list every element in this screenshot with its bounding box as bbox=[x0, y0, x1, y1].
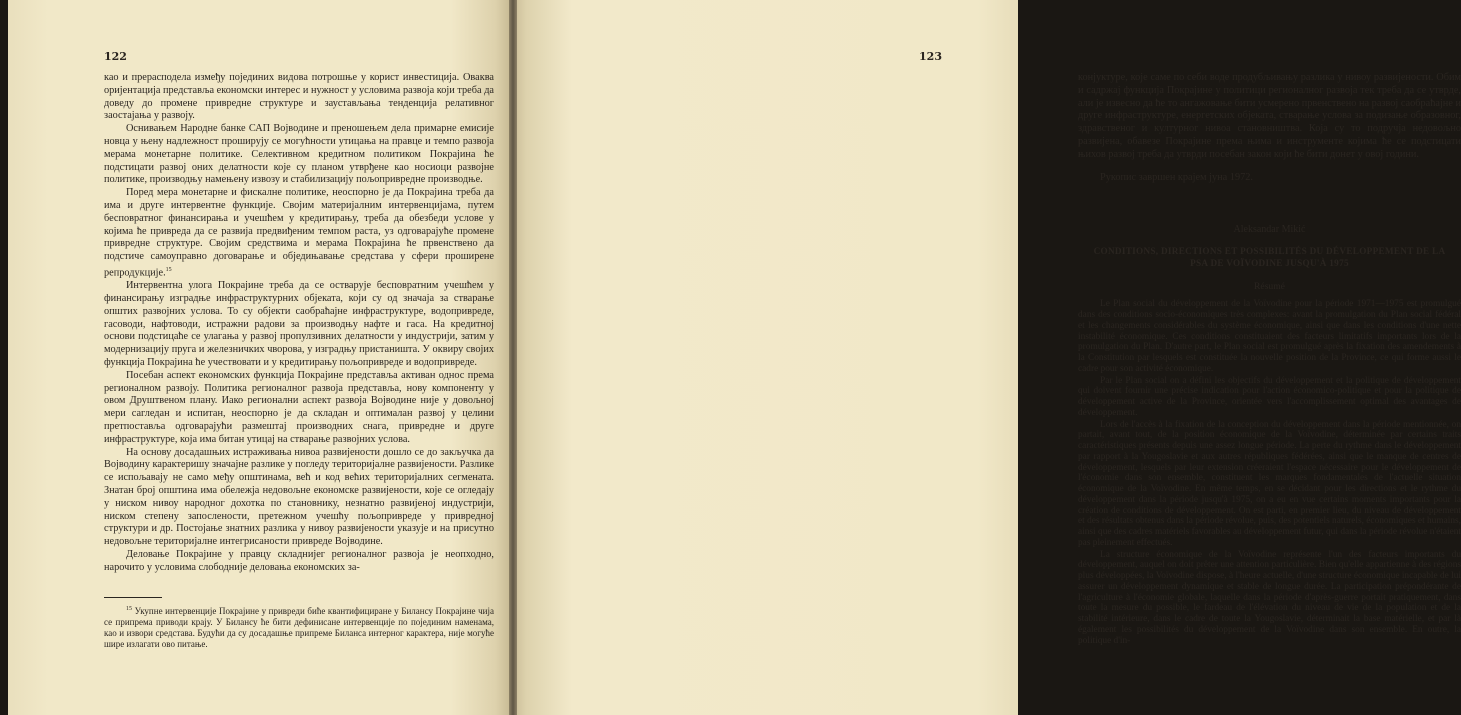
footnote-divider bbox=[104, 597, 162, 598]
resume-paragraph: Par le Plan social on a défini les objectifs du développement et la politique de développement qui doivent fournir une précise indication pour l'action économico-politique et pour la politique de développement active de la Province, orientée vers l'accomplissement optimal des avantages de développement. bbox=[1078, 375, 1461, 418]
left-page bbox=[8, 0, 511, 715]
resume-paragraph: La structure économique de la Voïvodine représente l'un des facteurs importants du développement, auquel on doit prêter une attention particulière. Bien qu'elle appartienne à des régions plus développées, la Voïvodine dispose, à l'heure actuelle, d'une structure économique incapable de lui assurer un développement dynamique et stable de longue durée. La participation prépondérante de l'agriculture à l'économie globale, laquelle dans la période d'après-guerre portait pratiquement, dans toute la mesure du possible, le fardeau de l'élévation du niveau de vie de la population et de la stabilité intérieure, dans le cadre de toute la Yougoslavie, déterminait la base matérielle, et par là également les possibilités du développement de la Voïvodine dans son ensemble. En outre, la politique d'in- bbox=[1078, 549, 1461, 646]
right-page-body bbox=[1078, 72, 1461, 646]
paragraph: Посебан аспект економских функција Покрајине представља активан однос према регионалном развоју. Политика регионалног развоја представља, нову компоненту у овом Друштвеном плану. Иако регионални аспект развоја Војводине није у довољној мери сагледан и испитан, неоспорно је да складан и оптималан развој у целини претпоставља одговарајући размештај производних снага, привредне и друге инфраструктуре, која има битан утицај на стварање развојних услова. bbox=[104, 369, 494, 445]
footnote-marker: 15 bbox=[126, 605, 132, 612]
footnote-ref: 15 bbox=[165, 266, 172, 273]
resume-body bbox=[1078, 299, 1461, 646]
right-page bbox=[511, 0, 1461, 715]
left-page-body bbox=[104, 72, 494, 650]
title-line: CONDITIONS, DIRECTIONS ET POSSIBILITÉS DU DÉVELOPPEMENT DE LA bbox=[1093, 246, 1446, 257]
book-gutter bbox=[509, 0, 517, 715]
paragraph: На основу досадашњих истраживања нивоа развијености дошло се до закључка да Војводину карактеришу значајне разлике у погледу територијалне развијености. Разлике се испољавају не само међу општинама, већ и код већих територијалних сегмената. Знатан број општина има обележја недовољне економске развијености, које се огледају у ниском нивоу народног дохотка по становнику, незнатно развијеној индустрији, ниском степену запослености, претежном учешћу пољопривреде у привредној структури и др. Постојање знатних разлика у нивоу развијености указује и на присутно недовољне територијалне интегрисаности привреде Војводине. bbox=[104, 446, 494, 548]
paragraph: као и прерасподела између појединих видова потрошње у корист инвестиција. Оваква оријентација представља економски интерес и нужност у условима развоја који треба да доведу до промене привредне структуре и заустављања тенденција релативног заостајања у развоју. bbox=[104, 72, 494, 122]
footnote bbox=[104, 604, 494, 650]
page-number: 123 bbox=[919, 50, 942, 63]
author-name: Aleksandar Mikić bbox=[1233, 224, 1306, 236]
paragraph: конјуктуре, које саме по себи воде продубљивању разлика у нивоу развијености. Обим и садржај функција Покрајине у политици регионалног развоја тек треба да се утврде, али је извесно да ће то ангажовање бити усмерено првенствено на развој саобраћајне и друге инфраструктуре, енергетских објеката, стварање услова за подизање образовног, здравственог и културног нивоа становништва. Која су то подручја недовољно развијена, обавезе Покрајине према њима и инструменте којима ће се подстицати њихов развој треба да утврди посебан закон који ће бити донет у овој години. bbox=[1078, 72, 1461, 160]
paragraph: Деловање Покрајине у правцу складнијег регионалног развоја је неопходно, нарочито у условима слободније деловања економских за- bbox=[104, 548, 494, 573]
resume-paragraph: Le Plan social du développement de la Voïvodine pour la période 1971—1975 est promulgué dans des conditions socio-économiques très complexes: avant la promulgation du Plan social fédéral et les changements considérables du système économique, ainsi que dans les conditions d'une nette instabilité économique. Ces conditions constituaient des facteurs limitatifs importants lors de la promulgation du Plan. D'autre part, le Plan social est promulgué après la fixation des amendements à la Constitution par lesquels est constituée la nouvelle position de la Province, ce qui forme aussi le cadre pour son activité économique. bbox=[1078, 299, 1461, 374]
paragraph: Оснивањем Народне банке САП Војводине и преношењем дела примарне емисије новца у њену надлежност проширују се могућности утицања на правце и темпо развоја мерама монетарне политике. Селективном кредитном политиком Покрајина ће подстицати развој оних делатности које су планом утврђене као носиоци развојне политике, производњу намењену извозу и стабилизацију пољопривредне производње. bbox=[104, 123, 494, 186]
title-line: PSA DE VOÏVODINE JUSQU'À 1975 bbox=[1190, 258, 1349, 269]
resume-paragraph: Lors de l'accès à la fixation de la conception du développement dans la période mentionnée, on partait, avant tout, de la position économique de la Voïvodine, déterminée par certains traits caractéristiques présents depuis une assez longue période. La perte du rythme dans le développement par rapport à la Yougoslavie et aux autres républiques fédérées, ainsi que le manque de centres de développement, lesquels par leur extension créeraient l'espace nécessaire pour le développement de l'économie dans son ensemble, constituent les marques fondamentales de l'actuelle situation économique de la Voïvodine. En même temps, en se décidant pour les directions et le rythme du développement dans la période jusqu'à 1975, on a eu en vue certains moments importants pour la création de conditions de développement. On est parti, en premier lieu, du niveau de développement et des résultats obtenus dans la période révolue, puis, des potentiels naturels, économiques et humains, ainsi que des cadres matériels favorables au développement futur, qui dans la période révolue n'étaient pas pleinement effectués. bbox=[1078, 419, 1461, 548]
resume-heading: Résumé bbox=[1254, 281, 1285, 293]
page-number: 122 bbox=[104, 50, 127, 63]
paragraph bbox=[104, 187, 494, 280]
manuscript-date: Рукопис завршен крајем јуна 1972. bbox=[1100, 171, 1253, 183]
paragraph: Интервентна улога Покрајине треба да се остварује бесповратним учешћем у финансирању изградње инфраструктурних објеката, који су од значаја за стварање општих развојних услова. То су објекти саобраћајне инфраструктуре, водопривреде, гасоводи, нафтоводи, истражни радови за производњу нафте и гаса. На кредитној основи подстицаће се улагања у развој пропулзивних делатности у индустрији, затим у модернизацију пруга и железничких чворова, у изградњу пристаништа. У оквиру својих функција Покрајина ће учествовати и у кредитирању пољопривреде и водопривреде. bbox=[104, 280, 494, 368]
article-title bbox=[1078, 245, 1461, 269]
footnote-text: Укупне интервенције Покрајине у привреди биће квантифициране у Билансу Покрајине чија се припрема приводи крају. У Билансу ће бити дефинисане интервенције по појединим наменама, као и извори средстава. Будући да су досадашње припреме Биланса интерног карактера, није могуће шире излагати ово питање. bbox=[104, 605, 494, 649]
paragraph-text: Поред мера монетарне и фискалне политике, неоспорно је да Покрајина треба да има и друге интервентне функције. Својим материјалним интервенцијама, путем бесповратног финансирања и учешћем у кредитирању, треба да обезбеди услове у којима ће привреда да се развија предвиђеним темпом раста, уз одговарајуће промене привредне структуре. Својим средствима и мерама Покрајина ће првенствено да подстиче самоуправно договарање и обједињавање средстава у сфери проширене репродукције. bbox=[104, 187, 494, 279]
